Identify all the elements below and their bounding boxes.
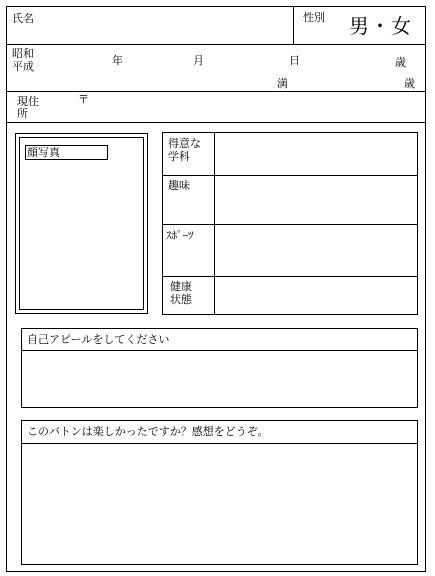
postal-mark: 〒: [78, 93, 89, 106]
profile-row-divider-1: [162, 175, 418, 176]
day-unit: 日: [289, 54, 300, 67]
photo-label: 顔写真: [25, 145, 108, 160]
self-pr-divider: [21, 350, 418, 351]
name-label: 氏名: [12, 12, 34, 25]
year-unit: 年: [112, 54, 123, 67]
era-showa: 昭和: [12, 47, 34, 60]
row-sports-field[interactable]: [216, 226, 416, 275]
divider-address: [6, 122, 426, 123]
address-label-2: 所: [17, 107, 28, 120]
photo-frame-inner[interactable]: [19, 137, 144, 310]
row-sports-label: ｽﾎﾟｰﾂ: [166, 229, 194, 242]
row-hobby-field[interactable]: [216, 177, 416, 223]
profile-row-divider-2: [162, 224, 418, 225]
divider-gender: [293, 6, 294, 44]
address-label-1: 現住: [17, 95, 39, 108]
feedback-divider: [21, 443, 418, 444]
full-age-label: 満: [277, 77, 288, 90]
self-pr-field[interactable]: [23, 352, 416, 406]
row-health-label-1: 健康: [170, 280, 192, 293]
age-unit-top: 歳: [395, 56, 406, 69]
row-hobby-label: 趣味: [168, 179, 190, 192]
divider-header: [6, 44, 426, 45]
gender-label: 性別: [303, 11, 325, 24]
row-subject-label-2: 学科: [168, 150, 190, 163]
era-heisei: 平成: [12, 60, 34, 73]
self-pr-title: 自己アピールをしてください: [27, 333, 170, 346]
row-health-field[interactable]: [216, 278, 416, 314]
row-health-label-2: 状態: [170, 293, 192, 306]
address-field[interactable]: [92, 93, 422, 121]
feedback-field[interactable]: [23, 445, 416, 563]
row-subject-field[interactable]: [216, 134, 416, 174]
gender-options[interactable]: 男・女: [349, 14, 412, 38]
divider-birth: [6, 91, 426, 92]
month-unit: 月: [193, 54, 204, 67]
age-unit-bottom: 歳: [404, 77, 415, 90]
name-field[interactable]: [40, 8, 290, 42]
row-subject-label-1: 得意な: [168, 137, 201, 150]
profile-row-divider-3: [162, 276, 418, 277]
feedback-title: このバトンは楽しかったですか？感想をどうぞ。: [27, 425, 269, 438]
